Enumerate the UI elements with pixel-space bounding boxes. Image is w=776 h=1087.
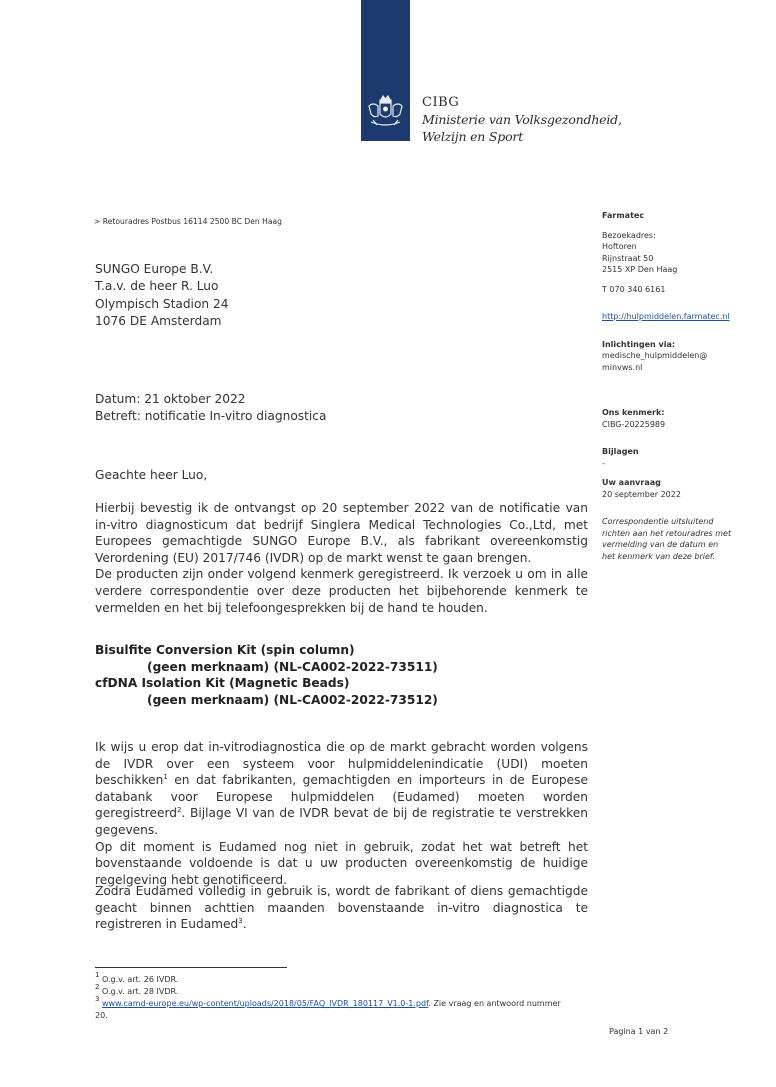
note-line: richten aan het retouradres met [602,528,732,538]
website-link[interactable]: http://hulpmiddelen.farmatec.nl [602,312,730,321]
department-name: Farmatec [602,211,645,220]
organization-block [422,94,622,145]
udi-text [95,739,588,839]
confirmation-text: Hierbij bevestig ik de ontvangst op 20 september 2022 van de notificatie van in-vitro diagnosticum dat bedrijf Singlera Medical Technologies Co.,Ltd, met Europees gemachtigde SUNGO Europe B.V., als fabrikant overeenkomstig Verordening (EU) 2017/746 (IVDR) op de markt wenst te gaan brengen. [95,501,588,565]
eudamed-registration-text: Zodra Eudamed volledig in gebruik is, wordt de fabrikant of diens gemachtigde geacht binnen achttien maanden bovenstaande in-vitro diagnostica te registreren in Eudamed [95,884,588,932]
recipient-company: SUNGO Europe B.V. [95,262,214,276]
footnote-number: 1 [95,971,100,979]
visit-address-line: Hoftoren [602,242,637,251]
salutation: Geachte heer Luo, [95,468,208,482]
body-paragraph-3 [95,883,588,933]
letter-subject: Betreft: notificatie In-vitro diagnostica [95,409,327,424]
registration-text: De producten zijn onder volgend kenmerk geregistreerd. Ik verzoek u om in alle verdere correspondentie over deze producten het bijbehorende kenmerk te vermelden en het bij telefoongesprekken bij de hand te houden. [95,567,588,615]
visit-address-label: Bezoekadres: [602,230,656,240]
recipient-street: Olympisch Stadion 24 [95,296,229,311]
footnote-ref-3[interactable]: 3 [238,917,243,926]
product-detail: (geen merknaam) (NL-CA002-2022-73511) [147,659,438,674]
info-email: medische_hulpmiddelen@ [602,351,708,360]
note-line: vermelding van de datum en [602,540,719,549]
reference-label: Ons kenmerk: [602,408,665,417]
coat-of-arms-icon [365,92,406,130]
footnote-2 [95,983,565,998]
footnote-text: . Zie vraag en antwoord nummer 20. [95,999,561,1020]
phone-number: T 070 340 6161 [602,284,666,294]
logo-bar [361,0,410,141]
footnote-number: 2 [95,983,100,991]
sender-sidebar [602,210,772,562]
footnote-text: O.g.v. art. 28 IVDR. [102,987,179,996]
eudamed-status-text: Op dit moment is Eudamed nog niet in gebruik, zodat het wat betreft het bovenstaande voldoende is dat u uw producten overeenkomstig de huidige regelgeving hebt genotificeerd. [95,839,588,887]
body-paragraph-1 [95,500,588,616]
correspondence-note [602,516,772,562]
page-number: Pagina 1 van 2 [609,1027,669,1036]
reference-value: CIBG-20225989 [602,419,666,429]
product-list [95,642,438,708]
info-label: Inlichtingen via: [602,339,676,349]
recipient-attention: T.a.v. de heer R. Luo [95,279,219,294]
visit-address-line: 2515 XP Den Haag [602,265,678,274]
product-detail: (geen merknaam) (NL-CA002-2022-73512) [147,692,438,707]
attachments-label: Bijlagen [602,447,639,456]
udi-text-part: Ik wijs u erop dat in-vitrodiagnostica die op de markt gebracht worden volgens de IVDR over een systeem voor hulpmiddelenindicatie (UDI) moeten beschikken [95,740,588,788]
note-line: Correspondentie uitsluitend [602,517,714,526]
recipient-address [95,261,229,330]
recipient-city: 1076 DE Amsterdam [95,313,222,328]
footnote-ref-2[interactable]: 2 [177,806,182,815]
ministry-name-line1: Ministerie van Volksgezondheid, [422,112,622,127]
footnote-3 [95,995,565,1022]
footnotes [95,971,565,1022]
footnote-1 [95,971,565,986]
info-email: minvws.nl [602,362,643,372]
return-address: > Retouradres Postbus 16114 2500 BC Den Haag [94,217,282,226]
note-line: het kenmerk van deze brief. [602,551,716,561]
footnote-number: 3 [95,995,100,1003]
visit-address-line: Rijnstraat 50 [602,253,654,263]
letter-meta [95,391,326,426]
org-name: CIBG [422,95,460,110]
udi-text-part: en dat fabrikanten, gemachtigden en importeurs in de Europese databank voor Europese hulpmiddelen (Eudamed) moeten worden geregistreerd [95,773,588,821]
footnote-link[interactable]: www.camd-europe.eu/wp-content/uploads/2018/05/FAQ_IVDR_180117_V1.0-1.pdf [102,999,429,1008]
request-label: Uw aanvraag [602,478,661,487]
udi-text-part: . Bijlage VI van de IVDR bevat de bij de registratie te verstrekken gegevens. [95,806,588,837]
footnote-ref-1[interactable]: 1 [163,773,168,782]
footnote-text: O.g.v. art. 26 IVDR. [102,975,179,984]
request-value: 20 september 2022 [602,489,681,499]
product-name: cfDNA Isolation Kit (Magnetic Beads) [95,676,350,691]
eudamed-registration-end: . [242,917,247,932]
ministry-name-line2: Welzijn en Sport [422,129,524,144]
letter-date: Datum: 21 oktober 2022 [95,392,246,406]
body-paragraph-2 [95,739,588,888]
footnote-divider [95,967,287,968]
product-name: Bisulfite Conversion Kit (spin column) [95,643,355,657]
attachments-value: - [602,458,605,468]
